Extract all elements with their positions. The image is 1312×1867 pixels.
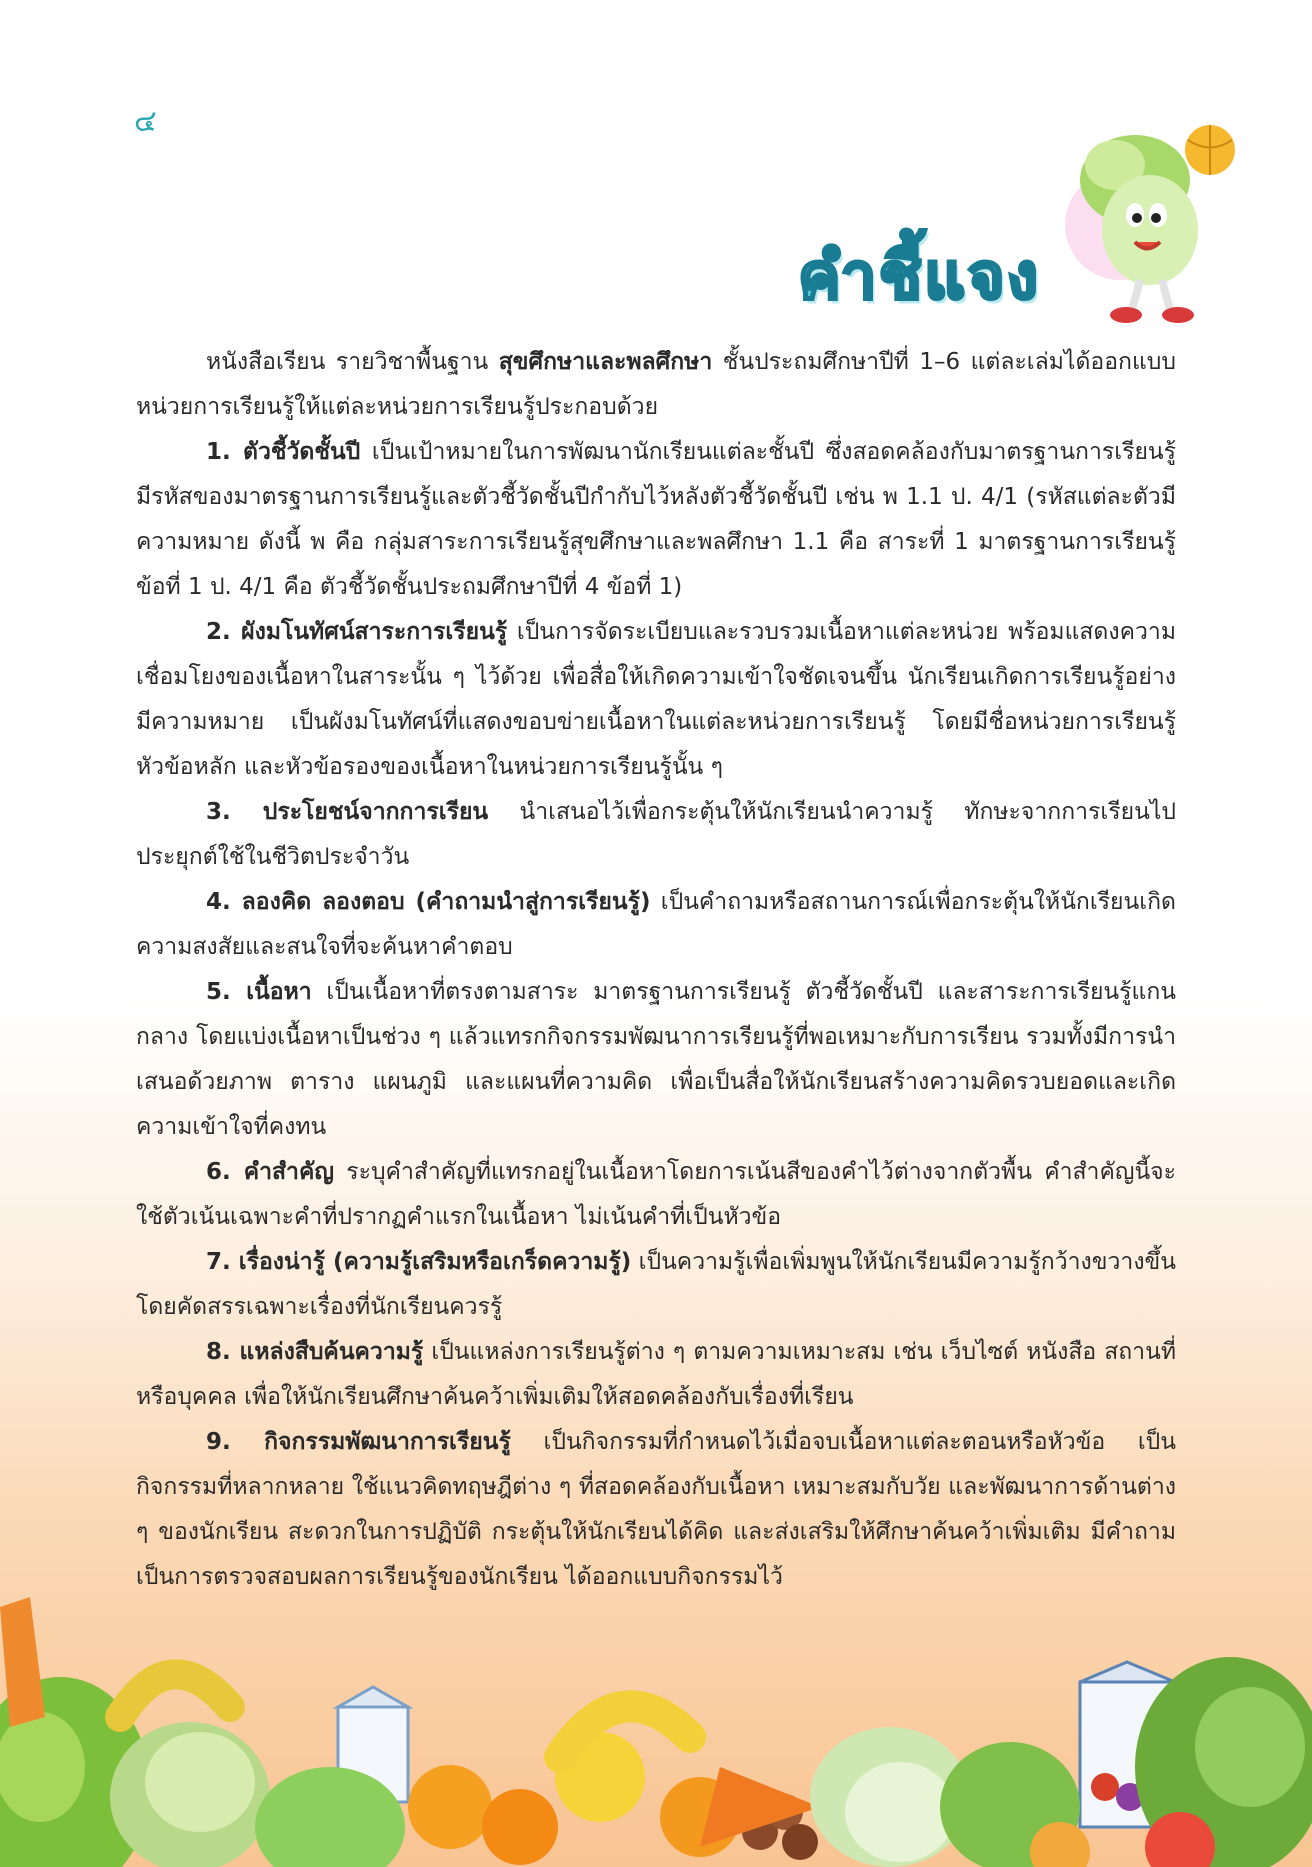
intro-text-b: ชั้นประถมศึกษาปีที่ 1–6 แต่ละเล่มได้ออกแบบหน่วยการเรียนรู้ให้แต่ละหน่วยการเรียนรู้ประกอบด้วย xyxy=(136,349,1176,420)
list-item xyxy=(136,1240,1176,1330)
item-text: เป็นการจัดระเบียบและรวบรวมเนื้อหาแต่ละหน่วย พร้อมแสดงความเชื่อมโยงของเนื้อหาในสาระนั้น ๆ ไว้ด้วย เพื่อสื่อให้เกิดความเข้าใจชัดเจนขึ้น นักเรียนเกิดการเรียนรู้อย่างมีความหมาย เป็นผังมโนทัศน์ที่แสดงขอบข่ายเนื้อหาในแต่ละหน่วยการเรียนรู้ โดยมีชื่อหน่วยการเรียนรู้ หัวข้อหลัก และหัวข้อรองของเนื้อหาในหน่วยการเรียนรู้นั้น ๆ xyxy=(136,619,1176,780)
intro-paragraph xyxy=(136,340,1176,430)
item-text: เป็นเป้าหมายในการพัฒนานักเรียนแต่ละชั้นปี ซึ่งสอดคล้องกับมาตรฐานการเรียนรู้ มีรหัสของมาตรฐานการเรียนรู้และตัวชี้วัดชั้นปีกำกับไว้หลังตัวชี้วัดชั้นปี เช่น พ 1.1 ป. 4/1 (รหัสแต่ละตัวมีความหมาย ดังนี้ พ คือ กลุ่มสาระการเรียนรู้สุขศึกษาและพลศึกษา 1.1 คือ สาระที่ 1 มาตรฐานการเรียนรู้ข้อที่ 1 ป. 4/1 คือ ตัวชี้วัดชั้นประถมศึกษาปีที่ 4 ข้อที่ 1) xyxy=(136,439,1176,600)
fruit-vegetable-illustration xyxy=(0,1467,1312,1867)
body-text xyxy=(136,340,1176,1600)
list-item xyxy=(136,970,1176,1150)
item-heading: 6. คำสำคัญ xyxy=(206,1159,334,1185)
item-heading: 5. เนื้อหา xyxy=(206,979,312,1005)
list-item xyxy=(136,610,1176,790)
intro-subject: สุขศึกษาและพลศึกษา xyxy=(498,349,713,375)
item-heading: 3. ประโยชน์จากการเรียน xyxy=(206,799,489,825)
item-text: เป็นความรู้เพื่อเพิ่มพูนให้นักเรียนมีความรู้กว้างขวางขึ้น โดยคัดสรรเฉพาะเรื่องที่นักเรียนควรรู้ xyxy=(136,1249,1177,1320)
item-heading: 8. แหล่งสืบค้นความรู้ xyxy=(206,1339,424,1365)
item-text: เป็นเนื้อหาที่ตรงตามสาระ มาตรฐานการเรียนรู้ ตัวชี้วัดชั้นปี และสาระการเรียนรู้แกนกลาง โดยแบ่งเนื้อหาเป็นช่วง ๆ แล้วแทรกกิจกรรมพัฒนาการเรียนรู้ที่พอเหมาะกับการเรียน รวมทั้งมีการนำเสนอด้วยภาพ ตาราง แผนภูมิ และแผนที่ความคิด เพื่อเป็นสื่อให้นักเรียนสร้างความคิดรวบยอดและเกิดความเข้าใจที่คงทน xyxy=(136,979,1176,1140)
list-item xyxy=(136,880,1176,970)
item-text: เป็นกิจกรรมที่กำหนดไว้เมื่อจบเนื้อหาแต่ละตอนหรือหัวข้อ เป็นกิจกรรมที่หลากหลาย ใช้แนวคิดทฤษฎีต่าง ๆ ที่สอดคล้องกับเนื้อหา เหมาะสมกับวัย และพัฒนาการด้านต่าง ๆ ของนักเรียน สะดวกในการปฏิบัติ กระตุ้นให้นักเรียนได้คิด และส่งเสริมให้ศึกษาค้นคว้าเพิ่มเติม มีคำถามเป็นการตรวจสอบผลการเรียนรู้ของนักเรียน ได้ออกแบบกิจกรรมไว้ xyxy=(136,1429,1177,1590)
item-text: เป็นแหล่งการเรียนรู้ต่าง ๆ ตามความเหมาะสม เช่น เว็บไซต์ หนังสือ สถานที่ หรือบุคคล เพื่อให้นักเรียนศึกษาค้นคว้าเพิ่มเติมให้สอดคล้องกับเรื่องที่เรียน xyxy=(136,1339,1176,1410)
item-heading: 7. เรื่องน่ารู้ (ความรู้เสริมหรือเกร็ดความรู้) xyxy=(206,1249,632,1275)
item-heading: 2. ผังมโนทัศน์สาระการเรียนรู้ xyxy=(206,619,508,645)
item-heading: 4. ลองคิด ลองตอบ (คำถามนำสู่การเรียนรู้) xyxy=(206,889,651,915)
list-item xyxy=(136,790,1176,880)
item-text: นำเสนอไว้เพื่อกระตุ้นให้นักเรียนนำความรู้ ทักษะจากการเรียนไปประยุกต์ใช้ในชีวิตประจำวัน xyxy=(136,799,1176,870)
cabbage-mascot-illustration xyxy=(1040,110,1250,330)
intro-text-a: หนังสือเรียน รายวิชาพื้นฐาน xyxy=(206,349,499,375)
list-item xyxy=(136,1150,1176,1240)
page-number: ๔ xyxy=(134,104,157,139)
item-heading: 9. กิจกรรมพัฒนาการเรียนรู้ xyxy=(206,1429,511,1455)
item-heading: 1. ตัวชี้วัดชั้นปี xyxy=(206,439,361,465)
list-item xyxy=(136,430,1176,610)
list-item xyxy=(136,1330,1176,1420)
item-text: ระบุคำสำคัญที่แทรกอยู่ในเนื้อหาโดยการเน้นสีของคำไว้ต่างจากตัวพื้น คำสำคัญนี้จะใช้ตัวเน้นเฉพาะคำที่ปรากฏคำแรกในเนื้อหา ไม่เน้นคำที่เป็นหัวข้อ xyxy=(136,1159,1176,1230)
page-title: คำชี้แจง xyxy=(797,240,1040,314)
item-text: เป็นคำถามหรือสถานการณ์เพื่อกระตุ้นให้นักเรียนเกิดความสงสัยและสนใจที่จะค้นหาคำตอบ xyxy=(136,889,1176,960)
